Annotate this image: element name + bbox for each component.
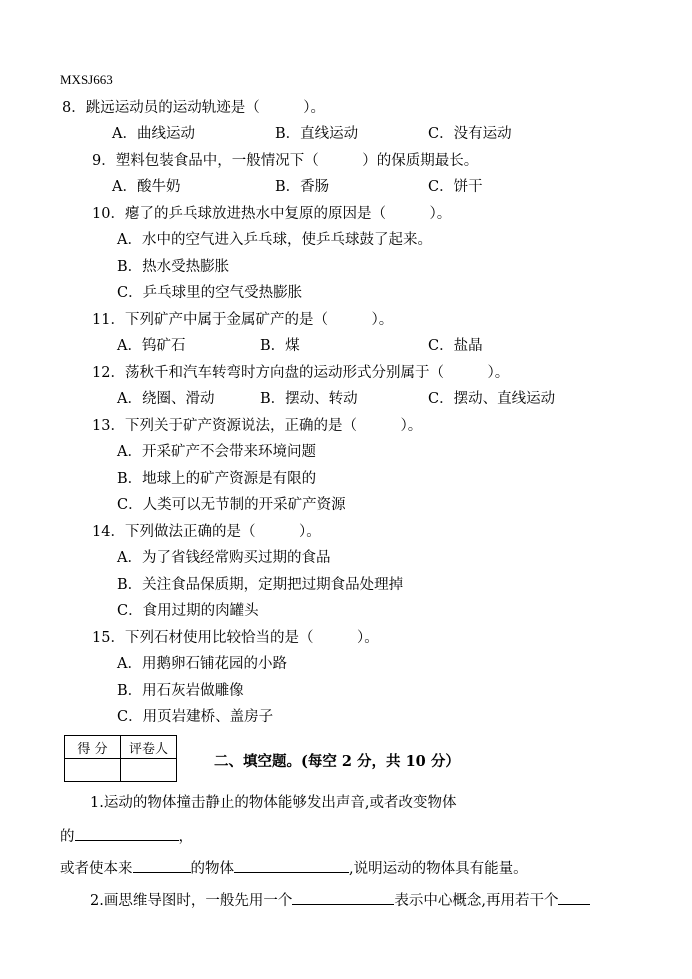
score-header: 得 分 — [65, 736, 121, 759]
question-9-option-c: C．饼干 — [428, 179, 483, 195]
grader-header: 评卷人 — [121, 736, 177, 759]
fill-blank-2[interactable] — [133, 858, 191, 873]
fill-question-1-text-a: 或者使本来 — [60, 861, 133, 877]
question-14-option-b: B．关注食品保质期，定期把过期食品处理掉 — [117, 577, 404, 593]
question-15-option-c: C．用页岩建桥、盖房子 — [117, 709, 274, 725]
question-13-option-c: C．人类可以无节制的开采矿产资源 — [117, 497, 346, 513]
question-14-option-a: A．为了省钱经常购买过期的食品 — [117, 550, 331, 566]
score-table — [64, 735, 177, 782]
document-code: MXSJ663 — [60, 72, 113, 87]
question-15-option-a: A．用鹅卵石铺花园的小路 — [117, 656, 287, 672]
fill-question-2-text-a: 2.画思维导图时，一般先用一个 — [90, 893, 293, 909]
fill-question-1-line-2 — [60, 826, 193, 847]
question-12-option-a: A．绕圈、滑动 — [117, 391, 215, 407]
question-14-stem: 14．下列做法正确的是（ ）。 — [92, 524, 321, 540]
fill-question-1-text-b: 的物体 — [190, 861, 234, 877]
question-13-stem: 13．下列关于矿产资源说法，正确的是（ ）。 — [92, 418, 423, 434]
question-8-option-b: B．直线运动 — [275, 126, 359, 142]
fill-question-1-prefix: 的 — [60, 829, 75, 845]
fill-question-1-line-3 — [60, 858, 528, 879]
question-15-option-b: B．用石灰岩做雕像 — [117, 683, 244, 699]
question-10-option-b: B．热水受热膨胀 — [117, 259, 230, 275]
fill-question-1-line-1: 1.运动的物体撞击静止的物体能够发出声音,或者改变物体 — [90, 795, 457, 811]
fill-blank-4[interactable] — [292, 890, 394, 905]
question-12-stem: 12．荡秋千和汽车转弯时方向盘的运动形式分别属于（ ）。 — [92, 365, 510, 381]
question-11-option-a: A．钨矿石 — [117, 338, 186, 354]
fill-blank-5[interactable] — [558, 890, 590, 905]
question-8-option-a: A．曲线运动 — [112, 126, 195, 142]
fill-blank-3[interactable] — [234, 858, 349, 873]
fill-question-1-comma: ， — [178, 829, 193, 845]
fill-question-2-text-b: 表示中心概念,再用若干个 — [394, 893, 559, 909]
question-11-stem: 11．下列矿产中属于金属矿产的是（ ）。 — [92, 312, 394, 328]
question-11-option-c: C．盐晶 — [428, 338, 483, 354]
question-15-stem: 15．下列石材使用比较恰当的是（ ）。 — [92, 630, 379, 646]
question-11-option-b: B．煤 — [260, 338, 300, 354]
question-12-option-b: B．摆动、转动 — [260, 391, 358, 407]
fill-question-1-text-c: ,说明运动的物体具有能量。 — [349, 861, 528, 877]
fill-blank-1[interactable] — [75, 826, 179, 841]
grader-cell[interactable] — [121, 759, 177, 782]
question-8-option-c: C．没有运动 — [428, 126, 512, 142]
fill-question-2-line — [90, 890, 590, 911]
question-13-option-a: A．开采矿产不会带来环境问题 — [117, 444, 316, 460]
question-12-option-c: C．摆动、直线运动 — [428, 391, 556, 407]
question-8-stem: 8．跳远运动员的运动轨迹是（ ）。 — [62, 100, 325, 116]
question-14-option-c: C．食用过期的肉罐头 — [117, 603, 259, 619]
question-10-option-a: A．水中的空气进入乒乓球，使乒乓球鼓了起来。 — [117, 232, 432, 248]
question-9-option-a: A．酸牛奶 — [112, 179, 181, 195]
question-10-stem: 10．瘪了的乒乓球放进热水中复原的原因是（ ）。 — [92, 206, 452, 222]
question-9-option-b: B．香肠 — [275, 179, 330, 195]
section-2-title: 二、填空题。(每空 2 分，共 10 分） — [214, 753, 460, 770]
question-10-option-c: C．乒乓球里的空气受热膨胀 — [117, 285, 303, 301]
question-9-stem: 9．塑料包装食品中，一般情况下（ ）的保质期最长。 — [92, 153, 479, 169]
score-cell[interactable] — [65, 759, 121, 782]
question-13-option-b: B．地球上的矿产资源是有限的 — [117, 471, 317, 487]
